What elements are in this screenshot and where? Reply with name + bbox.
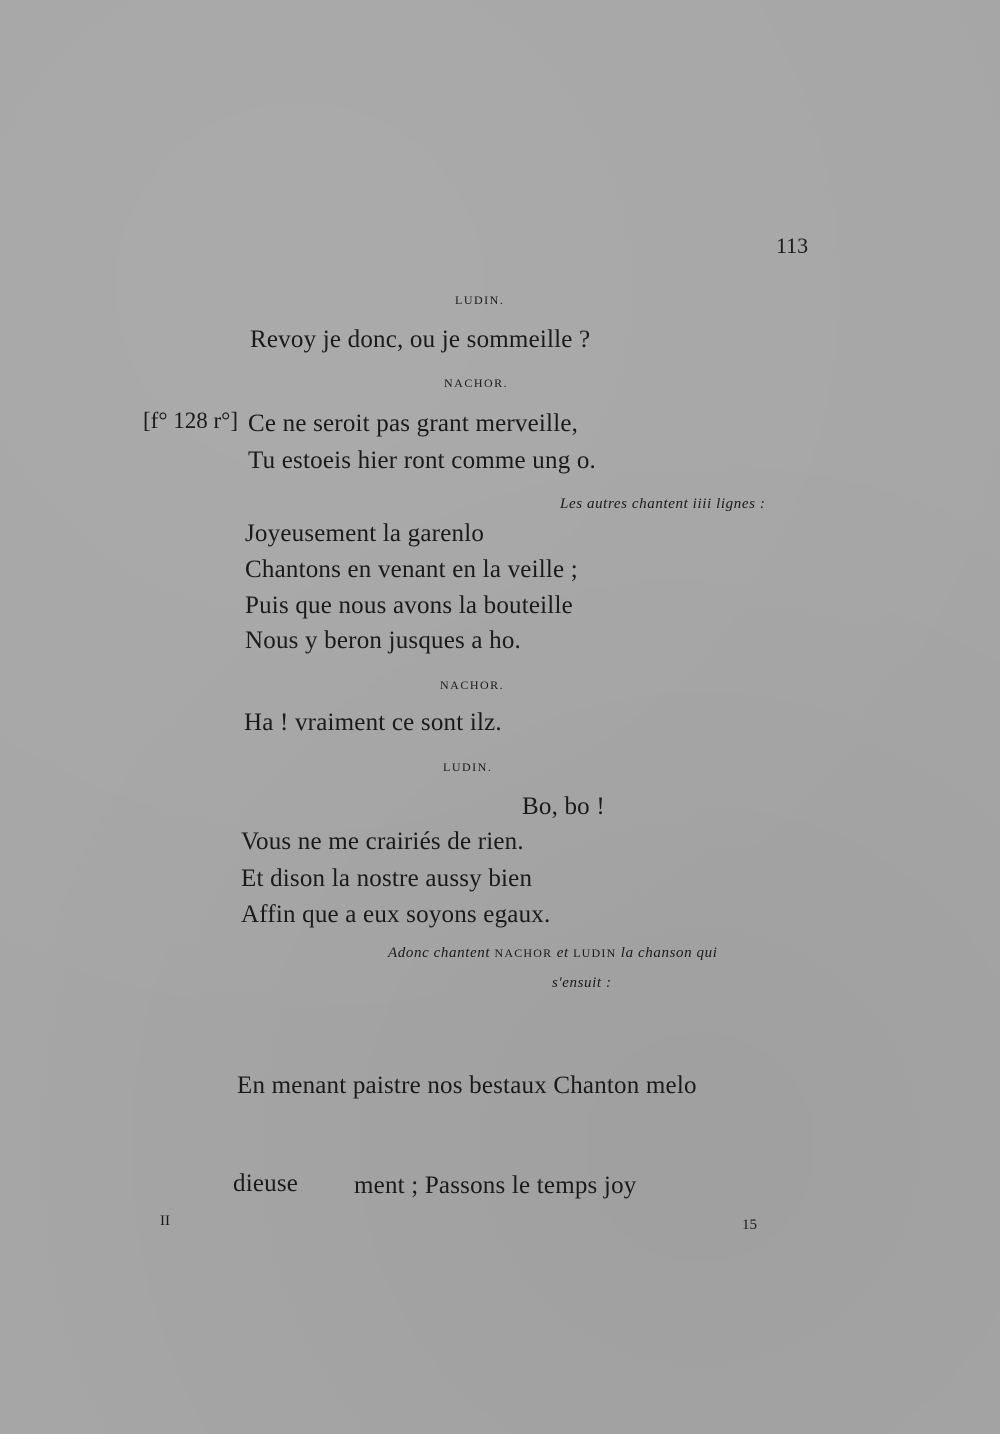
verse-line: Ce ne seroit pas grant merveille,	[248, 410, 579, 437]
speaker-ludin: LUDIN.	[455, 293, 505, 307]
folio-marker-text: [f° 128 r°]	[143, 408, 239, 433]
signature-mark: II	[160, 1213, 170, 1229]
stage-direction: Les autres chantent iiii lignes :	[560, 496, 766, 512]
song-lyric: dieuse	[233, 1170, 299, 1197]
verse-line: Joyeusement la garenlo	[245, 520, 485, 547]
verse-line: Ha ! vraiment ce sont ilz.	[244, 709, 502, 736]
verse-line: Et dison la nostre aussy bien	[241, 865, 533, 892]
folio-marker	[143, 408, 238, 434]
verse-line: Tu estoeis hier ront comme ung o.	[248, 447, 597, 474]
stage-text: et	[556, 945, 569, 961]
page-number: 113	[776, 233, 809, 258]
stage-text: la chanson qui	[620, 945, 718, 961]
stage-direction	[388, 945, 718, 962]
speaker-nachor: NACHOR.	[444, 376, 509, 390]
verse-line: Affin que a eux soyons egaux.	[241, 901, 551, 928]
speaker-name: NACHOR	[494, 946, 553, 960]
speaker-nachor: NACHOR.	[440, 678, 505, 692]
speaker-ludin: LUDIN.	[443, 760, 493, 774]
verse-line: Nous y beron jusques a ho.	[245, 627, 522, 654]
speaker-name: LUDIN	[573, 946, 617, 960]
song-lyric: ment ; Passons le temps joy	[354, 1172, 637, 1199]
verse-line: Bo, bo !	[522, 793, 605, 820]
verse-line: Revoy je donc, ou je sommeille ?	[250, 326, 591, 353]
stage-direction-continued: s'ensuit :	[552, 975, 612, 991]
gathering-mark: 15	[742, 1217, 757, 1233]
verse-line: Puis que nous avons la bouteille	[245, 592, 573, 619]
verse-line: Vous ne me crairiés de rien.	[241, 828, 524, 855]
song-lyric: En menant paistre nos bestaux Chanton melo	[237, 1072, 697, 1099]
verse-line: Chantons en venant en la veille ;	[245, 556, 578, 583]
stage-text: Adonc chantent	[388, 945, 491, 961]
